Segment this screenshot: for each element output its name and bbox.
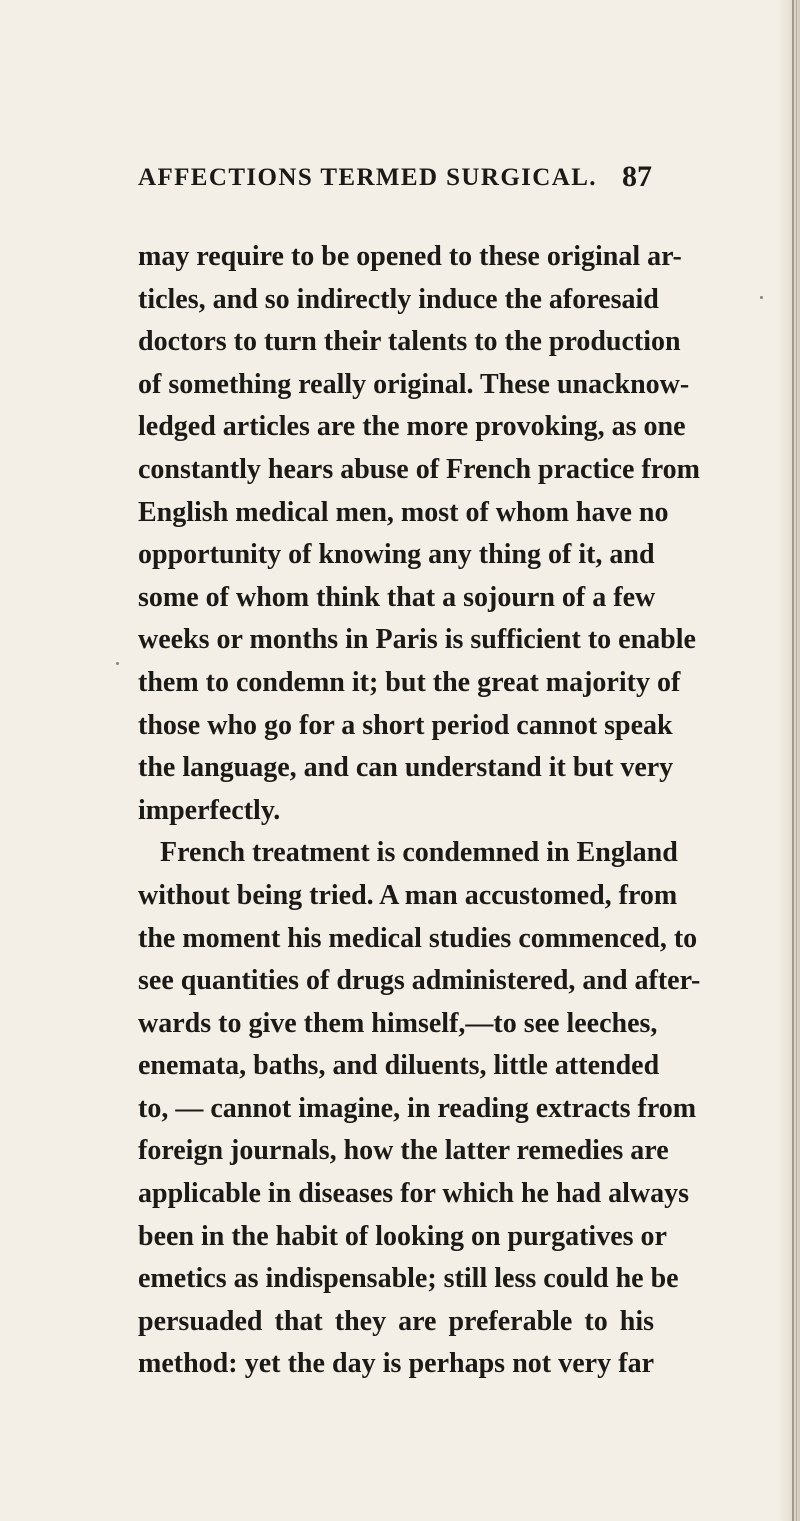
text-line: emetics as indispensable; still less could he be	[138, 1263, 679, 1295]
text-line: weeks or months in Paris is sufficient to enable	[138, 624, 696, 656]
text-line: the moment his medical studies commenced, to	[138, 922, 698, 954]
page-header	[138, 160, 656, 204]
paper-speck	[760, 296, 763, 299]
text-line: ticles, and so indirectly induce the aforesaid	[138, 283, 659, 315]
text-line: wards to give them himself,—to see leeches,	[138, 1007, 658, 1039]
running-head: AFFECTIONS TERMED SURGICAL.	[138, 164, 597, 191]
text-line: English medical men, most of whom have no	[138, 496, 669, 528]
text-line: opportunity of knowing any thing of it, and	[138, 539, 655, 571]
text-line: may require to be opened to these original ar-	[138, 241, 682, 272]
text-line: without being tried. A man accustomed, from	[138, 879, 678, 911]
text-line: of something really original. These unacknow-	[138, 368, 690, 400]
page-edge-line	[792, 0, 794, 1521]
text-line: foreign journals, how the latter remedies are	[138, 1135, 669, 1167]
paragraph-end-line: imperfectly.	[138, 794, 281, 826]
paragraph-start-line: French treatment is condemned in England	[160, 837, 678, 869]
text-line: those who go for a short period cannot speak	[138, 709, 673, 741]
text-line: see quantities of drugs administered, and after-	[138, 965, 701, 997]
page-edge-line-inner	[796, 0, 797, 1521]
text-line: constantly hears abuse of French practice from	[138, 453, 700, 485]
paper-speck	[116, 662, 119, 665]
text-line: some of whom think that a sojourn of a few	[138, 581, 656, 613]
text-line: persuaded that they are preferable to his	[138, 1305, 654, 1337]
text-line: method: yet the day is perhaps not very far	[138, 1348, 654, 1380]
text-line: them to condemn it; but the great majority of	[138, 666, 681, 698]
body-text	[138, 236, 701, 1386]
text-line: to, — cannot imagine, in reading extracts from	[138, 1092, 697, 1124]
page-number: 87	[622, 160, 652, 193]
text-line: applicable in diseases for which he had always	[138, 1178, 690, 1210]
text-line: doctors to turn their talents to the production	[138, 326, 681, 358]
text-line: enemata, baths, and diluents, little attended	[138, 1050, 660, 1082]
text-line: ledged articles are the more provoking, as one	[138, 411, 686, 443]
text-line: been in the habit of looking on purgatives or	[138, 1220, 667, 1252]
text-line: the language, and can understand it but very	[138, 752, 674, 784]
